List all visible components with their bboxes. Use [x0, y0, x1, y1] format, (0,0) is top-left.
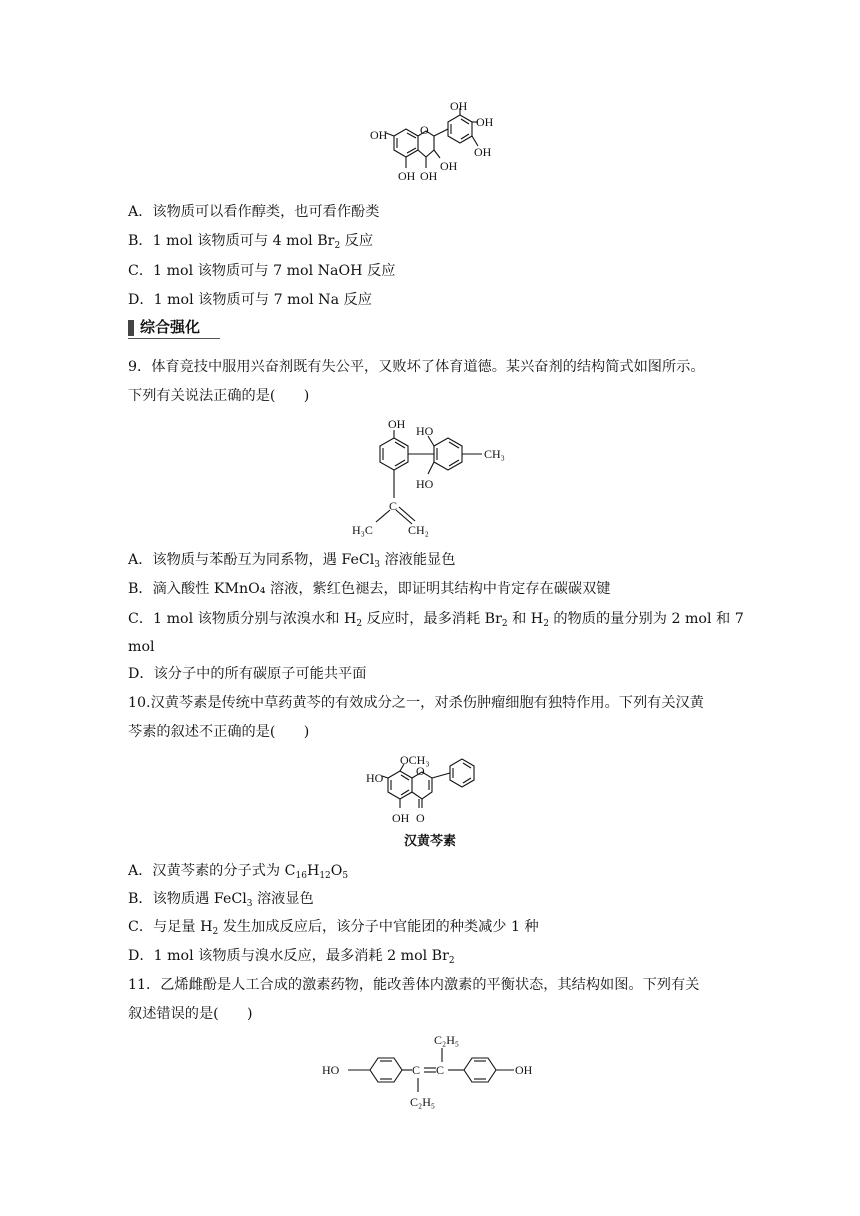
q9-option-d: D．该分子中的所有碳原子可能共平面	[128, 666, 367, 682]
q10-stem-line2: 芩素的叙述不正确的是( )	[128, 724, 310, 740]
oh-label: OH	[392, 811, 410, 825]
ring-oxygen-label: O	[416, 764, 425, 778]
structure-figure-q9	[348, 416, 520, 544]
oh-label: OH	[388, 417, 406, 431]
q11-stem-line1: 11．乙烯雌酚是人工合成的激素药物，能改善体内激素的平衡状态，其结构如图。下列有关	[128, 977, 700, 993]
h3c-label: H₃C	[352, 523, 373, 537]
q8-option-c: C．1 mol 该物质可与 7 mol NaOH 反应	[128, 263, 396, 279]
section-marker-icon	[128, 320, 134, 336]
och3-label: OCH₃	[400, 753, 430, 767]
ho-label: HO	[322, 1063, 340, 1077]
q10-option-d: D．1 mol 该物质与溴水反应，最多消耗 2 mol $Br_2$	[128, 948, 455, 966]
keto-oxygen-label: O	[416, 811, 425, 825]
section-underline	[128, 338, 220, 339]
oh-label: OH	[370, 128, 388, 142]
oh-label: OH	[515, 1063, 533, 1077]
ho-label: HO	[416, 477, 434, 491]
q10-option-a: A．汉黄芩素的分子式为 $C_{16}H_{12}O_5$	[128, 863, 349, 881]
q9-option-a: A．该物质与苯酚互为同系物，遇 FeCl$_3$ 溶液能显色	[128, 552, 456, 570]
ethyl-label: C₂H₅	[434, 1033, 460, 1047]
q10-option-c: C．与足量 $H_2$ 发生加成反应后，该分子中官能团的种类减少 1 种	[128, 919, 539, 937]
q8-option-b: B．1 mol 该物质可与 4 mol $Br_2$ 反应	[128, 233, 374, 251]
q9-option-c-line2: mol	[128, 639, 155, 655]
ring-oxygen-label: O	[420, 123, 429, 137]
ch3-label: CH₃	[484, 447, 505, 461]
ch2-label: CH₂	[408, 523, 429, 537]
q9-option-c-line1: C．1 mol 该物质分别与浓溴水和 $H_2$ 反应时，最多消耗 $Br_2$ 和 $H_2$ 的物质的量分别为 2 mol 和 7	[128, 611, 744, 629]
section-header	[124, 316, 220, 340]
structure-figure-1	[364, 98, 496, 194]
ho-label: HO	[366, 771, 384, 785]
structure-figure-q11	[322, 1030, 542, 1112]
q8-option-a: A．该物质可以看作醇类，也可看作酚类	[128, 204, 380, 220]
oh-label: OH	[474, 145, 492, 159]
q10-stem-line1: 10.汉黄芩素是传统中草药黄芩的有效成分之一，对杀伤肿瘤细胞有独特作用。下列有关汉黄	[128, 695, 704, 711]
carbon-label: C	[412, 1063, 421, 1077]
figure-caption: 汉黄芩素	[403, 834, 456, 849]
oh-label: OH	[450, 99, 468, 113]
q9-stem-line1: 9．体育竞技中服用兴奋剂既有失公平，又败坏了体育道德。某兴奋剂的结构简式如图所示。	[128, 359, 705, 375]
q10-option-b: B．该物质遇 FeCl$_3$ 溶液显色	[128, 891, 314, 909]
q9-stem-line2: 下列有关说法正确的是( )	[128, 388, 310, 404]
q8-option-d: D．1 mol 该物质可与 7 mol Na 反应	[128, 292, 372, 308]
structure-figure-q10	[366, 752, 496, 832]
oh-label: OH	[440, 159, 458, 173]
ethyl-label: C₂H₅	[410, 1095, 436, 1109]
oh-label: OH	[420, 169, 438, 183]
q9-option-b: B．滴入酸性 KMnO₄ 溶液，紫红色褪去，即证明其结构中肯定存在碳碳双键	[128, 581, 611, 597]
carbon-label: C	[389, 499, 398, 513]
oh-label: OH	[476, 115, 494, 129]
q11-stem-line2: 叙述错误的是( )	[128, 1006, 253, 1022]
oh-label: OH	[398, 169, 416, 183]
carbon-label: C	[436, 1063, 445, 1077]
section-title: 综合强化	[140, 318, 201, 336]
ho-label: HO	[416, 424, 434, 438]
